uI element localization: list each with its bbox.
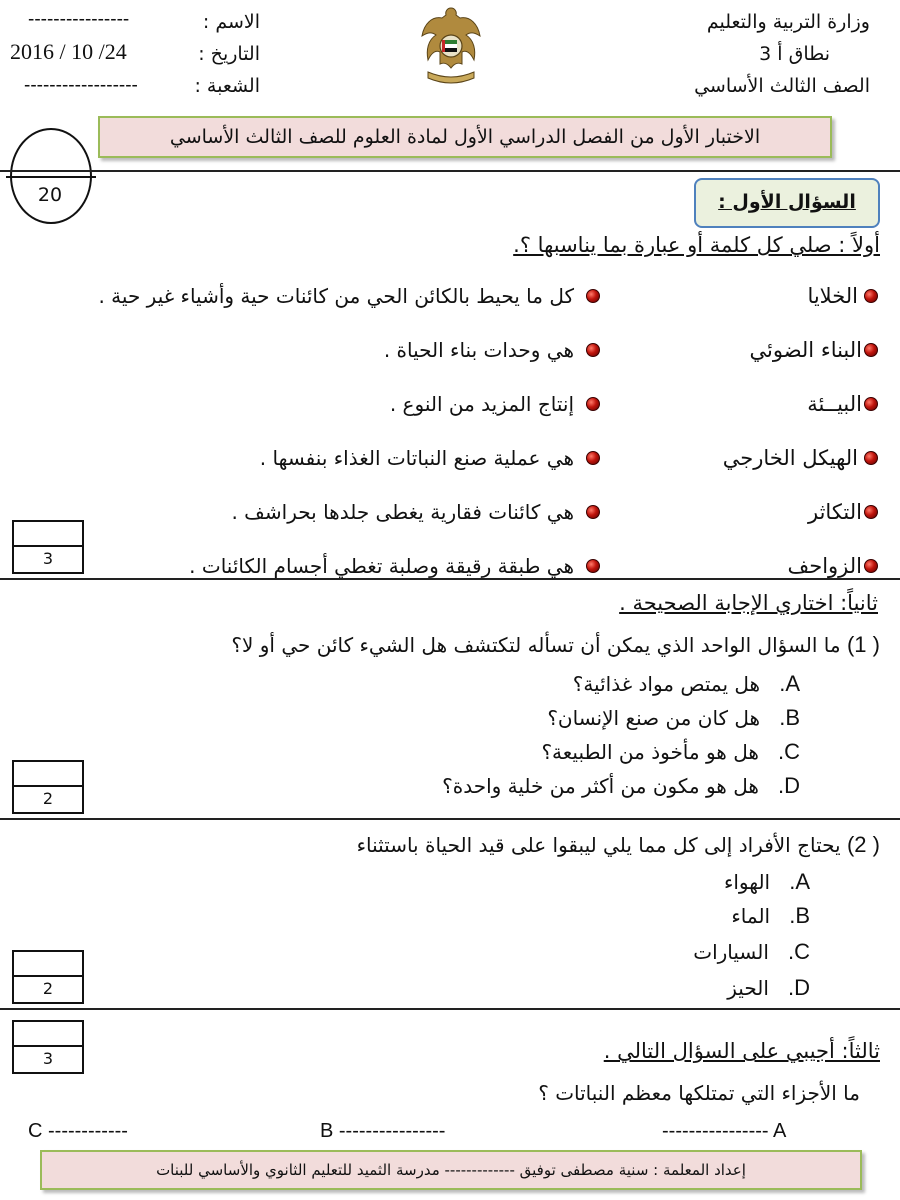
mcq-option[interactable]: B. الماء — [731, 903, 810, 928]
mcq-option[interactable]: B. هل كان من صنع الإنسان؟ — [547, 705, 800, 730]
exam-title: الاختبار الأول من الفصل الدراسي الأول لمادة العلوم للصف الثالث الأساسي — [98, 116, 832, 158]
question-one-instruction: أولاً : صلي كل كلمة أو عبارة بما يناسبها ؟. — [513, 233, 880, 257]
question-one-heading: السؤال الأول : — [694, 178, 880, 228]
bullet-icon — [586, 451, 600, 465]
mcq-number: ( 2) — [846, 832, 880, 857]
match-definition: كل ما يحيط بالكائن الحي من كائنات حية وأشياء غير حية . — [98, 282, 600, 310]
question-two-instruction: ثانياً: اختاري الإجابة الصحيحة . — [619, 591, 878, 615]
section-label: الشعبة : — [194, 75, 260, 97]
question-one-score-box — [12, 520, 84, 574]
mcq-2-score: 2 — [42, 979, 54, 998]
mcq-question-1 — [231, 630, 880, 660]
footer-credits: إعداد المعلمة : سنية مصطفى توفيق ------------- مدرسة الثميد للتعليم الثانوي والأساسي للبنات — [40, 1150, 862, 1190]
match-term: الخلايا — [807, 282, 878, 310]
match-definition: هي عملية صنع النباتات الغذاء بنفسها . — [260, 444, 600, 472]
mcq-option[interactable]: A. الهواء — [723, 869, 810, 894]
mcq-1-score-box — [12, 760, 84, 814]
name-blank: ---------------- — [28, 9, 130, 30]
bullet-icon — [586, 397, 600, 411]
bullet-icon — [864, 451, 878, 465]
question-one-score: 3 — [42, 549, 54, 568]
mcq-option[interactable]: C. هل هو مأخوذ من الطبيعة؟ — [541, 739, 800, 764]
match-definition: هي وحدات بناء الحياة . — [384, 336, 600, 364]
match-definition: هي كائنات فقارية يغطى جلدها بحراشف . — [231, 498, 600, 526]
bullet-icon — [864, 397, 878, 411]
divider-line — [0, 1008, 900, 1010]
question-three-instruction: ثالثاً: أجيبي على السؤال التالي . — [603, 1039, 880, 1063]
bullet-icon — [864, 505, 878, 519]
ministry-name: وزارة التربية والتعليم — [706, 11, 870, 33]
bullet-icon — [586, 505, 600, 519]
match-definition: هي طبقة رقيقة وصلبة تغطي أجسام الكائنات . — [189, 552, 600, 580]
exam-date: 2016 / 10 /24 — [10, 39, 127, 64]
date-label: التاريخ : — [198, 43, 260, 65]
mcq-1-score: 2 — [42, 789, 54, 808]
match-term: الزواحف — [787, 552, 878, 580]
match-term: البيــئة — [807, 390, 878, 418]
section-blank: ------------------ — [24, 75, 138, 96]
total-score: 20 — [37, 184, 63, 206]
grade-label: الصف الثالث الأساسي — [694, 75, 870, 97]
divider-line — [0, 818, 900, 820]
mcq-option[interactable]: C. السيارات — [693, 939, 810, 964]
mcq-option[interactable]: D. الحيز — [727, 975, 810, 1000]
divider-line — [0, 170, 900, 172]
mcq-option[interactable]: D. هل هو مكون من أكثر من خلية واحدة؟ — [442, 773, 800, 798]
answer-blank-b[interactable]: B ---------------- — [320, 1120, 446, 1142]
mcq-question-text: يحتاج الأفراد إلى كل مما يلي ليبقوا على قيد الحياة باستثناء — [356, 833, 841, 857]
score-circle-divider — [6, 176, 96, 178]
divider-line — [0, 578, 900, 580]
question-three-text: ما الأجزاء التي تمتلكها معظم النباتات ؟ — [538, 1081, 860, 1105]
question-three-score: 3 — [42, 1049, 54, 1068]
mcq-question-2 — [357, 830, 880, 860]
mcq-option[interactable]: A. هل يمتص مواد غذائية؟ — [572, 671, 800, 696]
answer-blank-a[interactable]: A ---------------- — [662, 1120, 787, 1142]
match-term: البناء الضوئي — [750, 336, 879, 364]
answer-blank-c[interactable]: C ------------ — [28, 1120, 128, 1142]
uae-eagle-emblem-icon — [418, 2, 484, 90]
bullet-icon — [864, 343, 878, 357]
mcq-2-score-box — [12, 950, 84, 1004]
bullet-icon — [864, 289, 878, 303]
bullet-icon — [586, 289, 600, 303]
bullet-icon — [864, 559, 878, 573]
match-definition: إنتاج المزيد من النوع . — [390, 390, 600, 418]
bullet-icon — [586, 343, 600, 357]
match-term: الهيكل الخارجي — [723, 444, 878, 472]
match-term: التكاثر — [808, 498, 878, 526]
zone-label: نطاق أ 3 — [759, 43, 830, 65]
question-three-score-box — [12, 1020, 84, 1074]
name-label: الاسم : — [202, 11, 260, 33]
mcq-question-text: ما السؤال الواحد الذي يمكن أن تسأله لتكتشف هل الشيء كائن حي أو لا؟ — [231, 633, 841, 657]
mcq-number: ( 1) — [846, 632, 880, 657]
bullet-icon — [586, 559, 600, 573]
